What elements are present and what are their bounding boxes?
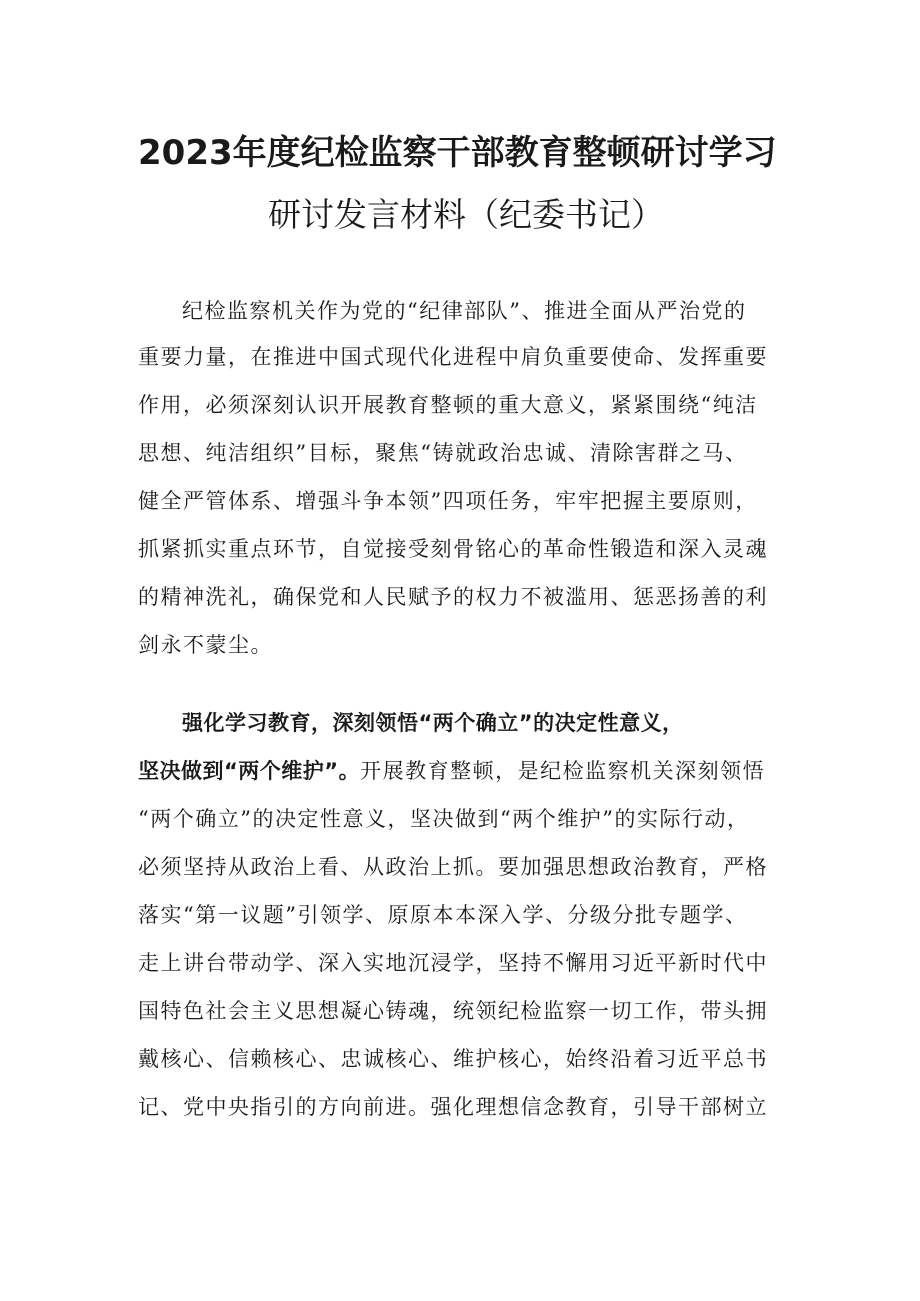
paragraph-1-line-2: 重要力量，在推进中国式现代化进程中肩负重要使命、发挥重要 xyxy=(138,345,768,369)
paragraph-2-line-3: 必须坚持从政治上看、从政治上抓。要加强思想政治教育，严格 xyxy=(138,855,768,879)
paragraph-2-line-2: “两个确立”的决定性意义，坚决做到“两个维护”的实际行动， xyxy=(138,807,750,831)
paragraph-2-line-5: 走上讲台带动学、深入实地沉浸学，坚持不懈用习近平新时代中 xyxy=(138,951,768,975)
document-title-line-2: 研讨发言材料（纪委书记） xyxy=(268,195,664,234)
paragraph-2-line-8: 记、党中央指引的方向前进。强化理想信念教育，引导干部树立 xyxy=(138,1095,768,1119)
paragraph-1-line-1: 纪检监察机关作为党的“纪律部队”、推进全面从严治党的 xyxy=(182,299,747,323)
paragraph-2-line-1 xyxy=(138,748,765,794)
paragraph-2-line-6: 国特色社会主义思想凝心铸魂，统领纪检监察一切工作，带头拥 xyxy=(138,999,768,1023)
paragraph-2-line-4: 落实“第一议题”引领学、原原本本深入学、分级分批专题学、 xyxy=(138,903,748,927)
paragraph-1-line-3: 作用，必须深刻认识开展教育整顿的重大意义，紧紧围绕“纯洁 xyxy=(138,393,758,417)
paragraph-2-line-7: 戴核心、信赖核心、忠诚核心、维护核心，始终沿着习近平总书 xyxy=(138,1047,768,1071)
paragraph-1-line-6: 抓紧抓实重点环节，自觉接受刻骨铭心的革命性锻造和深入灵魂 xyxy=(138,537,768,561)
paragraph-2-line-1-rest: 开展教育整顿，是纪检监察机关深刻领悟 xyxy=(360,759,766,783)
paragraph-2-heading-line-2: 坚决做到“两个维护”。 xyxy=(138,759,361,783)
paragraph-1-line-7: 的精神洗礼，确保党和人民赋予的权力不被滥用、惩恶扬善的利 xyxy=(138,585,768,609)
paragraph-2-heading-line-1: 强化学习教育，深刻领悟“两个确立”的决定性意义， xyxy=(182,711,684,735)
paragraph-1-line-5: 健全严管体系、增强斗争本领”四项任务，牢牢把握主要原则， xyxy=(138,489,758,513)
paragraph-1-line-8: 剑永不蒙尘。 xyxy=(138,633,273,657)
paragraph-1-line-4: 思想、纯洁组织”目标，聚焦“铸就政治忠诚、清除害群之马、 xyxy=(138,441,748,465)
document-title-line-1: 2023年度纪检监察干部教育整顿研讨学习 xyxy=(138,133,777,173)
